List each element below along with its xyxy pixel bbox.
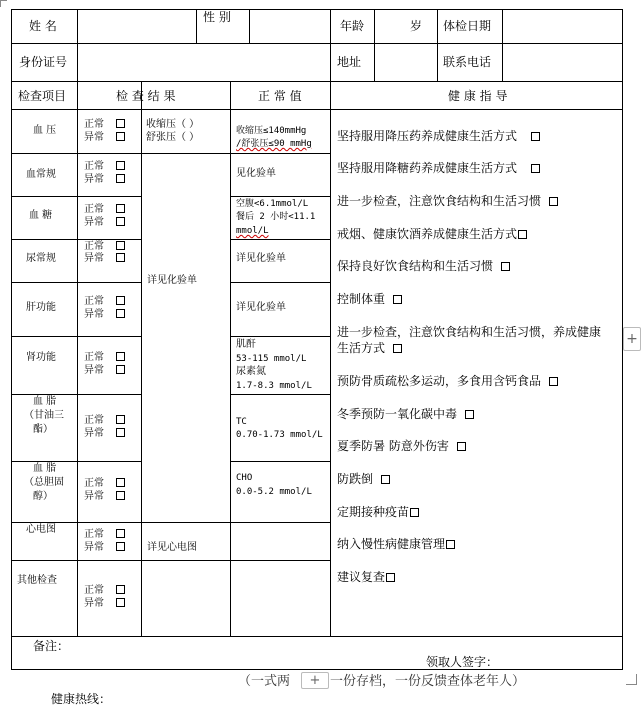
copies-note-a: （一式两: [238, 674, 291, 689]
normal-tc-1: CHO: [236, 473, 253, 483]
item-other: 其他检查: [17, 575, 57, 586]
guidance-item[interactable]: 定期接种疫苗: [337, 505, 419, 519]
status-abnormal-other[interactable]: 异常: [84, 598, 125, 610]
checkbox-icon[interactable]: [116, 161, 125, 170]
status-abnormal-lipid-tc[interactable]: 异常: [84, 491, 125, 503]
add-row-button[interactable]: +: [301, 672, 329, 689]
signature-label: 领取人签字：: [426, 655, 499, 669]
col-item: 检查项目: [18, 89, 67, 103]
status-abnormal-urine[interactable]: 异常: [84, 253, 125, 265]
checkbox-icon[interactable]: [518, 230, 527, 239]
checkbox-icon[interactable]: [531, 164, 540, 173]
guidance-item[interactable]: 夏季防暑 防意外伤害: [337, 439, 466, 453]
col-guidance: 健 康 指 导: [448, 89, 508, 103]
guidance-item[interactable]: 建议复查: [337, 570, 395, 584]
checkbox-icon[interactable]: [116, 365, 125, 374]
copies-note-b: 一份存档，一份反馈查体老年人）: [330, 674, 526, 689]
checkbox-icon[interactable]: [116, 309, 125, 318]
status-abnormal-glucose[interactable]: 异常: [84, 217, 125, 229]
item-blood-pressure: 血 压: [33, 125, 57, 136]
guidance-item[interactable]: 预防骨质疏松多运动，多食用含钙食品: [337, 374, 558, 388]
checkbox-icon[interactable]: [116, 529, 125, 538]
gender-label: 性 别: [203, 10, 231, 24]
normal-bp-1: 收缩压≤140mmHg: [236, 126, 307, 136]
checkbox-icon[interactable]: [116, 478, 125, 487]
col-normal: 正 常 值: [258, 89, 302, 103]
checkbox-icon[interactable]: [393, 295, 402, 304]
guidance-item[interactable]: 生活方式: [337, 341, 402, 355]
item-kidney-function: 肾功能: [26, 352, 56, 363]
status-abnormal-kidney[interactable]: 异常: [84, 365, 125, 377]
id-number-label: 身份证号: [19, 55, 68, 69]
checkbox-icon[interactable]: [116, 598, 125, 607]
hotline-label: 健康热线：: [51, 692, 112, 706]
item-liver-function: 肝功能: [26, 302, 56, 313]
phone-label: 联系电话: [443, 55, 492, 69]
checkbox-icon[interactable]: [116, 174, 125, 183]
checkbox-icon[interactable]: [381, 475, 390, 484]
item-lipid-tg-2: （甘油三: [24, 410, 64, 421]
status-normal-ecg[interactable]: 正常: [84, 529, 125, 541]
item-blood-glucose: 血 糖: [29, 210, 53, 221]
status-normal-kidney[interactable]: 正常: [84, 352, 125, 364]
guidance-item[interactable]: 防跌倒: [337, 472, 390, 486]
checkbox-icon[interactable]: [457, 442, 466, 451]
checkbox-icon[interactable]: [116, 428, 125, 437]
item-urine-routine: 尿常规: [26, 253, 56, 264]
status-normal-liver[interactable]: 正常: [84, 296, 125, 308]
normal-blood-routine: 见化验单: [236, 168, 276, 179]
normal-glucose-2: 餐后 2 小时<11.1: [236, 212, 316, 222]
status-normal-lipid-tg[interactable]: 正常: [84, 415, 125, 427]
normal-kidney-4: 1.7-8.3 mmol/L: [236, 381, 312, 391]
result-see-lab: 详见化验单: [147, 275, 197, 286]
name-label: 姓 名: [29, 19, 57, 33]
item-lipid-tg-3: 酯）: [33, 424, 53, 435]
checkbox-icon[interactable]: [549, 377, 558, 386]
checkbox-icon[interactable]: [116, 585, 125, 594]
checkbox-icon[interactable]: [549, 197, 558, 206]
guidance-item[interactable]: 保持良好饮食结构和生活习惯: [337, 259, 510, 273]
normal-tg-2: 0.70-1.73 mmol/L: [236, 430, 323, 440]
normal-liver: 详见化验单: [236, 302, 286, 313]
item-lipid-tc-3: 醇）: [33, 491, 53, 502]
result-systolic[interactable]: 收缩压（ ）: [146, 119, 200, 130]
exam-date-label: 体检日期: [443, 19, 492, 33]
normal-tg-1: TC: [236, 417, 247, 427]
guidance-item[interactable]: 进一步检查，注意饮食结构和生活习惯，养成健康: [337, 325, 602, 339]
guidance-item[interactable]: 冬季预防一氧化碳中毒: [337, 407, 474, 421]
checkbox-icon[interactable]: [116, 132, 125, 141]
normal-glucose-1: 空腹<6.1mmol/L: [236, 199, 309, 209]
item-blood-routine: 血常规: [26, 169, 56, 180]
normal-urine: 详见化验单: [236, 253, 286, 264]
normal-kidney-1: 肌酐: [236, 339, 256, 350]
normal-kidney-3: 尿素氮: [236, 366, 266, 377]
checkbox-icon[interactable]: [116, 296, 125, 305]
normal-kidney-2: 53-115 mmol/L: [236, 354, 307, 364]
add-column-button[interactable]: +: [623, 327, 641, 351]
item-lipid-tc-1: 血 脂: [33, 463, 57, 474]
item-lipid-tc-2: （总胆固: [24, 477, 64, 488]
guidance-item[interactable]: 进一步检查，注意饮食结构和生活习惯: [337, 194, 558, 208]
result-diastolic[interactable]: 舒张压（ ）: [146, 132, 200, 143]
status-normal-lipid-tc[interactable]: 正常: [84, 478, 125, 490]
checkbox-icon[interactable]: [116, 491, 125, 500]
item-lipid-tg-1: 血 脂: [33, 396, 57, 407]
table-resize-handle[interactable]: [626, 674, 637, 685]
col-result: 检 查 结 果: [116, 89, 176, 103]
remarks-label: 备注：: [33, 639, 70, 653]
guidance-item[interactable]: 戒烟、健康饮酒养成健康生活方式: [337, 227, 527, 241]
checkbox-icon[interactable]: [116, 204, 125, 213]
status-normal-bp[interactable]: 正常: [84, 119, 125, 131]
checkbox-icon[interactable]: [410, 508, 419, 517]
checkbox-icon[interactable]: [531, 132, 540, 141]
age-unit: 岁: [410, 19, 423, 33]
status-normal-blood-routine[interactable]: 正常: [84, 161, 125, 173]
checkbox-icon[interactable]: [465, 410, 474, 419]
guidance-item[interactable]: 坚持服用降压药养成健康生活方式: [337, 129, 540, 143]
result-see-ecg: 详见心电图: [147, 542, 197, 553]
page-corner-mark: [0, 0, 7, 7]
status-abnormal-lipid-tg[interactable]: 异常: [84, 428, 125, 440]
checkbox-icon[interactable]: [116, 415, 125, 424]
guidance-item[interactable]: 坚持服用降糖药养成健康生活方式: [337, 161, 540, 175]
checkbox-icon[interactable]: [116, 217, 125, 226]
guidance-item[interactable]: 纳入慢性病健康管理: [337, 537, 455, 551]
item-ecg: 心电图: [26, 524, 56, 535]
status-normal-other[interactable]: 正常: [84, 585, 125, 597]
status-normal-glucose[interactable]: 正常: [84, 204, 125, 216]
normal-tc-2: 0.0-5.2 mmol/L: [236, 487, 312, 497]
guidance-item[interactable]: 控制体重: [337, 292, 402, 306]
status-abnormal-ecg[interactable]: 异常: [84, 542, 125, 554]
status-abnormal-liver[interactable]: 异常: [84, 309, 125, 321]
checkbox-icon[interactable]: [446, 540, 455, 549]
address-label: 地址: [337, 55, 362, 69]
normal-bp-2: /舒张压≤90 mmHg: [236, 139, 312, 149]
checkbox-icon[interactable]: [501, 262, 510, 271]
checkbox-icon[interactable]: [393, 344, 402, 353]
status-abnormal-bp[interactable]: 异常: [84, 132, 125, 144]
checkbox-icon[interactable]: [116, 241, 125, 250]
checkbox-icon[interactable]: [386, 573, 395, 582]
status-abnormal-blood-routine[interactable]: 异常: [84, 174, 125, 186]
checkbox-icon[interactable]: [116, 542, 125, 551]
checkbox-icon[interactable]: [116, 119, 125, 128]
checkbox-icon[interactable]: [116, 253, 125, 262]
status-normal-urine[interactable]: 正常: [84, 241, 125, 253]
normal-glucose-3: mmol/L: [236, 226, 269, 236]
checkbox-icon[interactable]: [116, 352, 125, 361]
age-label: 年龄: [340, 19, 365, 33]
